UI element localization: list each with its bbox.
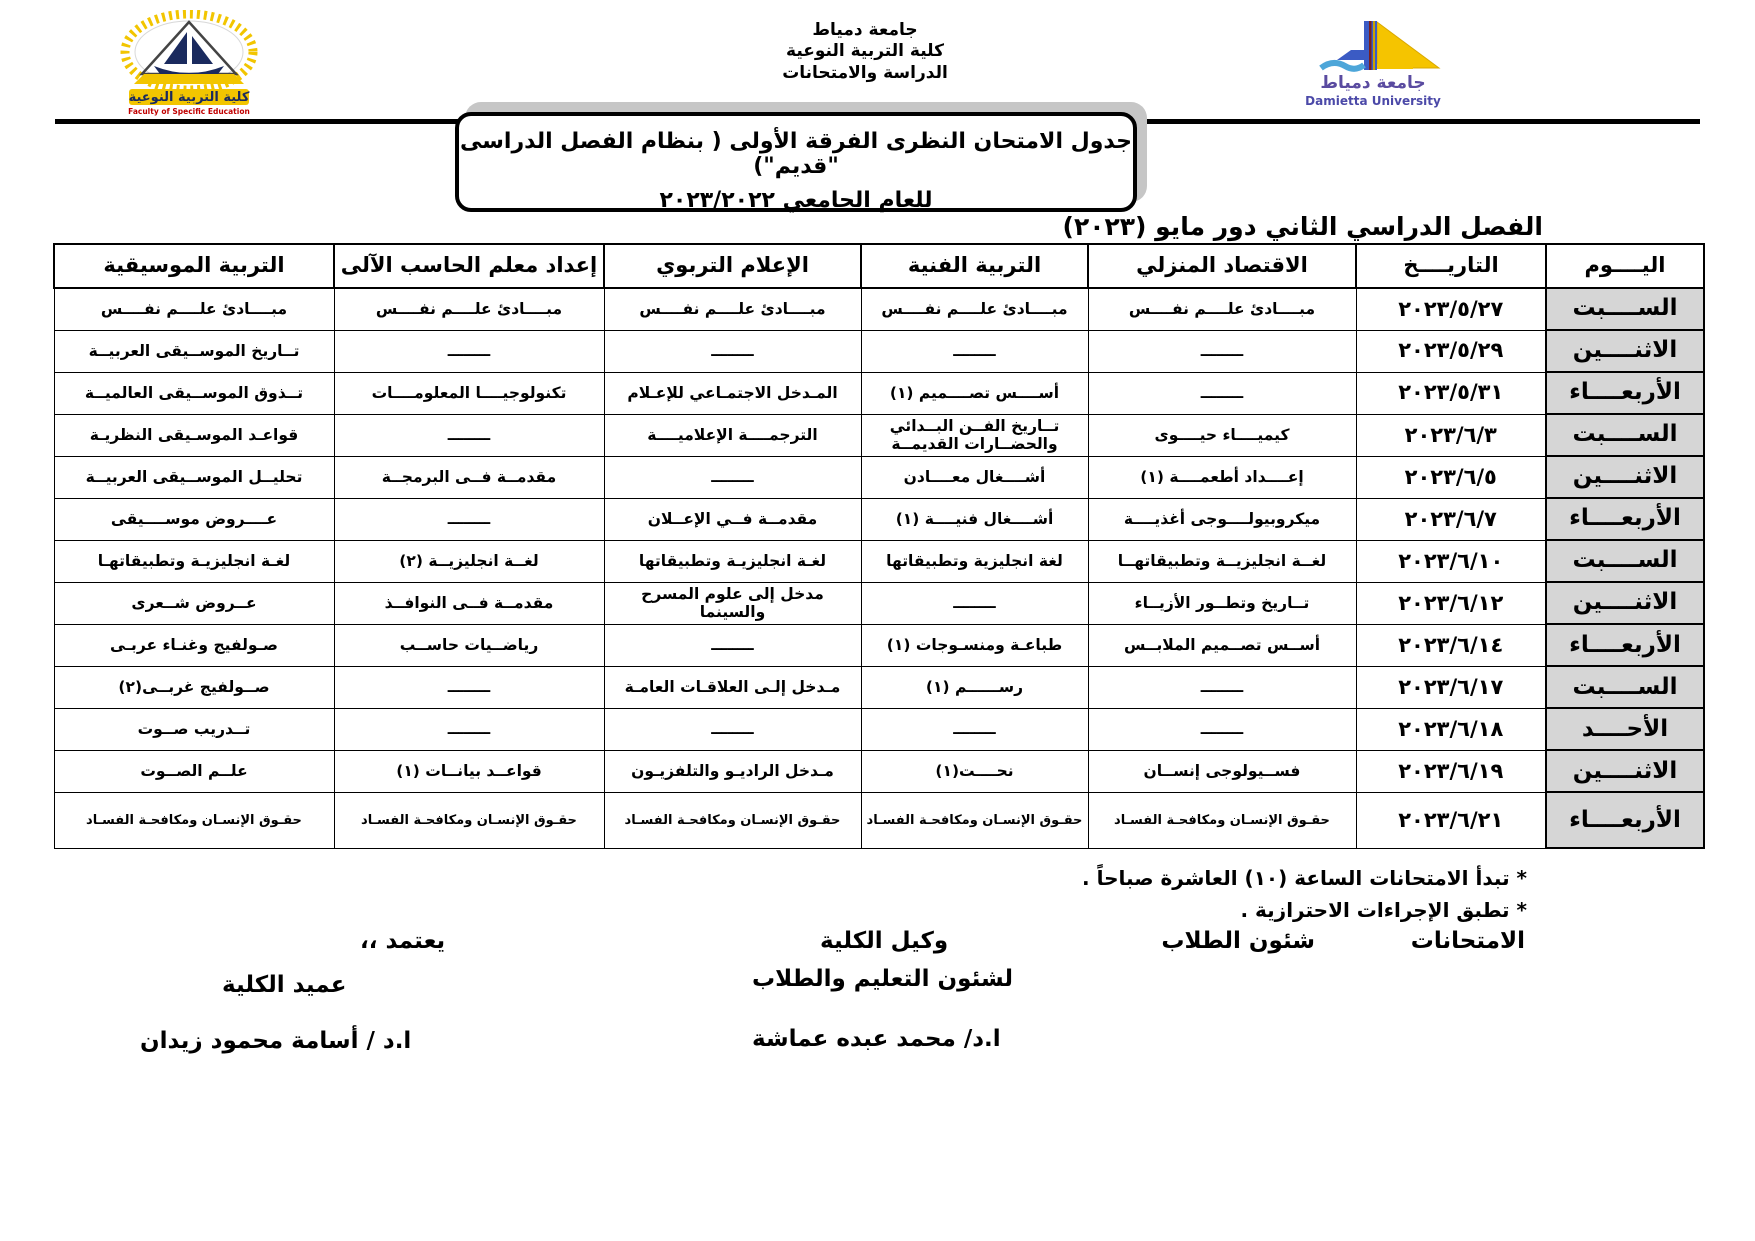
- day-cell: الأربعــــاء: [1546, 624, 1704, 666]
- subject-cell: أشــــغال معــــادن: [861, 456, 1088, 498]
- org-line-department: الدراسة والامتحانات: [782, 62, 948, 83]
- subject-cell: حقـوق الإنسـان ومكافحـة الفسـاد: [1088, 792, 1356, 848]
- subject-cell: فســيولوجى إنســان: [1088, 750, 1356, 792]
- subject-cell: لغـة انجليزيـة وتطبيقاتها: [604, 540, 861, 582]
- signature-student-affairs: شئون الطلاب: [1161, 928, 1315, 954]
- subject-cell: علــم الصــوت: [54, 750, 334, 792]
- subject-cell: مدخل إلى علوم المسرح والسينما: [604, 582, 861, 624]
- note-precautions: * تطبق الإجراءات الاحترازية .: [1240, 898, 1527, 922]
- subject-cell: ــــــــ: [604, 330, 861, 372]
- column-header-computer-teacher: إعداد معلم الحاسب الآلى: [334, 244, 604, 288]
- subject-cell: الترجمــــة الإعلاميــــة: [604, 414, 861, 456]
- subject-cell: مبــــادئ علــــم نفــــس: [1088, 288, 1356, 330]
- signature-exams-office: الامتحانات: [1410, 928, 1525, 954]
- table-row: [54, 330, 1704, 372]
- column-header-day: اليــــوم: [1546, 244, 1704, 288]
- subject-cell: مبــــادئ علــــم نفــــس: [334, 288, 604, 330]
- day-cell: الاثنــــين: [1546, 456, 1704, 498]
- subject-cell: صـولفيج وغنـاء عربـى: [54, 624, 334, 666]
- title-box: [455, 112, 1137, 212]
- subject-cell: مقدمــة فــى النوافــذ: [334, 582, 604, 624]
- org-line-university: جامعة دمياط: [812, 20, 918, 40]
- column-header-date: التاريــــخ: [1356, 244, 1546, 288]
- day-cell: الاثنــــين: [1546, 750, 1704, 792]
- subject-cell: مـدخل الراديـو والتلفزيـون: [604, 750, 861, 792]
- table-row: [54, 540, 1704, 582]
- university-logo: [1285, 16, 1453, 116]
- faculty-logo-english-caption: Faculty of Specific Education: [128, 107, 250, 116]
- table-row: [54, 456, 1704, 498]
- faculty-logo: [92, 10, 287, 122]
- table-row: [54, 750, 1704, 792]
- date-cell: ٢٠٢٣/٦/١٠: [1356, 540, 1546, 582]
- university-logo-english-caption: Damietta University: [1305, 94, 1441, 108]
- notes: [1082, 862, 1527, 926]
- subject-cell: أســس تصــميم الملابــس: [1088, 624, 1356, 666]
- subject-cell: لغــة انجليزيــة (٢): [334, 540, 604, 582]
- table-row: [54, 624, 1704, 666]
- faculty-emblem-icon: [92, 10, 287, 118]
- subject-cell: لغـة انجليزيـة وتطبيقاتهـا: [54, 540, 334, 582]
- subject-cell: قواعـد الموسـيقى النظريـة: [54, 414, 334, 456]
- university-logo-arabic-caption: جامعة دمياط: [1320, 73, 1426, 93]
- semester-line: الفصل الدراسي الثاني دور مايو (٢٠٢٣): [1062, 212, 1543, 241]
- subject-cell: تحليــل الموســيقى العربيــة: [54, 456, 334, 498]
- date-cell: ٢٠٢٣/٦/٧: [1356, 498, 1546, 540]
- subject-cell: مبــــادئ علــــم نفــــس: [54, 288, 334, 330]
- subject-cell: المـدخل الاجتمـاعي للإعـلام: [604, 372, 861, 414]
- subject-cell: مـدخل إلـى العلاقـات العامـة: [604, 666, 861, 708]
- subject-cell: عــــروض موســــيقى: [54, 498, 334, 540]
- column-header-educational-media: الإعلام التربوي: [604, 244, 861, 288]
- table-row: [54, 498, 1704, 540]
- subject-cell: ــــــــ: [334, 708, 604, 750]
- day-cell: الاثنــــين: [1546, 330, 1704, 372]
- table-header-row: [54, 244, 1704, 288]
- date-cell: ٢٠٢٣/٥/٢٧: [1356, 288, 1546, 330]
- day-cell: الأربعــــاء: [1546, 498, 1704, 540]
- day-cell: الســــبت: [1546, 288, 1704, 330]
- subject-cell: حقـوق الإنسـان ومكافحـة الفسـاد: [334, 792, 604, 848]
- university-emblem-icon: [1285, 16, 1453, 112]
- exam-table: [53, 243, 1705, 849]
- signature-vice-dean-title: وكيل الكلية: [820, 928, 949, 954]
- date-cell: ٢٠٢٣/٦/٣: [1356, 414, 1546, 456]
- subject-cell: طباعـة ومنسـوجات (١): [861, 624, 1088, 666]
- subject-cell: حقـوق الإنسـان ومكافحـة الفسـاد: [54, 792, 334, 848]
- table-row: [54, 372, 1704, 414]
- subject-cell: ــــــــ: [334, 666, 604, 708]
- subject-cell: ــــــــ: [861, 708, 1088, 750]
- subject-cell: تــاريخ الفــن البــدائي والحضــارات القديمــة: [861, 414, 1088, 456]
- day-cell: الســــبت: [1546, 666, 1704, 708]
- signature-vice-dean-dept: لشئون التعليم والطلاب: [752, 966, 1013, 992]
- faculty-logo-arabic-caption: كلية التربية النوعية: [128, 90, 250, 105]
- schedule-title: جدول الامتحان النظرى الفرقة الأولى ( بنظام الفصل الدراسى "قديم"): [460, 129, 1132, 179]
- subject-cell: ــــــــ: [1088, 330, 1356, 372]
- date-cell: ٢٠٢٣/٦/١٨: [1356, 708, 1546, 750]
- subject-cell: مبــــادئ علــــم نفــــس: [861, 288, 1088, 330]
- table-row: [54, 288, 1704, 330]
- subject-cell: إعــــداد أطعمــــة (١): [1088, 456, 1356, 498]
- subject-cell: مقدمــة فــي الإعــلان: [604, 498, 861, 540]
- day-cell: الســــبت: [1546, 414, 1704, 456]
- date-cell: ٢٠٢٣/٦/١٩: [1356, 750, 1546, 792]
- date-cell: ٢٠٢٣/٦/١٤: [1356, 624, 1546, 666]
- date-cell: ٢٠٢٣/٦/٥: [1356, 456, 1546, 498]
- subject-cell: تــدريب صــوت: [54, 708, 334, 750]
- day-cell: الســــبت: [1546, 540, 1704, 582]
- subject-cell: كيميــــاء حيــــوى: [1088, 414, 1356, 456]
- signature-approved-label: يعتمد ،،: [360, 928, 446, 954]
- date-cell: ٢٠٢٣/٥/٢٩: [1356, 330, 1546, 372]
- subject-cell: ــــــــ: [604, 456, 861, 498]
- date-cell: ٢٠٢٣/٥/٣١: [1356, 372, 1546, 414]
- subject-cell: ــــــــ: [861, 330, 1088, 372]
- day-cell: الأربعــــاء: [1546, 372, 1704, 414]
- signature-dean-title: عميد الكلية: [222, 972, 347, 998]
- subject-cell: حقـوق الإنسـان ومكافحـة الفسـاد: [604, 792, 861, 848]
- subject-cell: لغة انجليزية وتطبيقاتها: [861, 540, 1088, 582]
- subject-cell: تــذوق الموســيقى العالميــة: [54, 372, 334, 414]
- signature-vice-dean-name: ا.د/ محمد عبده عماشة: [752, 1026, 1001, 1052]
- subject-cell: أســــس تصــــميم (١): [861, 372, 1088, 414]
- academic-year: للعام الجامعي ٢٠٢٣/٢٠٢٢: [659, 188, 933, 213]
- subject-cell: رســــــم (١): [861, 666, 1088, 708]
- day-cell: الأربعــــاء: [1546, 792, 1704, 848]
- date-cell: ٢٠٢٣/٦/٢١: [1356, 792, 1546, 848]
- date-cell: ٢٠٢٣/٦/١٢: [1356, 582, 1546, 624]
- note-exam-time: * تبدأ الامتحانات الساعة (١٠) العاشرة صباحاً .: [1082, 866, 1527, 890]
- column-header-home-economics: الاقتصاد المنزلي: [1088, 244, 1356, 288]
- subject-cell: ــــــــ: [604, 708, 861, 750]
- subject-cell: مقدمــة فــى البرمجــة: [334, 456, 604, 498]
- subject-cell: قواعــد بيانــات (١): [334, 750, 604, 792]
- subject-cell: ــــــــ: [334, 498, 604, 540]
- org-header: [690, 20, 1040, 84]
- subject-cell: ــــــــ: [1088, 666, 1356, 708]
- subject-cell: تــاريخ الموســيقى العربيــة: [54, 330, 334, 372]
- column-header-music-education: التربية الموسيقية: [54, 244, 334, 288]
- subject-cell: أشــــغال فنيــــة (١): [861, 498, 1088, 540]
- org-line-faculty: كلية التربية النوعية: [786, 41, 944, 62]
- subject-cell: ــــــــ: [334, 414, 604, 456]
- subject-cell: صــولفيج غربــى(٢): [54, 666, 334, 708]
- table-row: [54, 582, 1704, 624]
- subject-cell: تكنولوجيــــا المعلومــــات: [334, 372, 604, 414]
- table-row: [54, 792, 1704, 848]
- subject-cell: تــاريخ وتطــور الأزيــاء: [1088, 582, 1356, 624]
- table-row: [54, 414, 1704, 456]
- signature-dean-name: ا.د / أسامة محمود زيدان: [140, 1028, 412, 1054]
- subject-cell: نحــــت(١): [861, 750, 1088, 792]
- subject-cell: ــــــــ: [1088, 372, 1356, 414]
- subject-cell: ــــــــ: [861, 582, 1088, 624]
- day-cell: الاثنــــين: [1546, 582, 1704, 624]
- subject-cell: ــــــــ: [604, 624, 861, 666]
- subject-cell: لغــة انجليزيــة وتطبيقاتهــا: [1088, 540, 1356, 582]
- subject-cell: عــروض شــعرى: [54, 582, 334, 624]
- column-header-art-education: التربية الفنية: [861, 244, 1088, 288]
- table-row: [54, 666, 1704, 708]
- subject-cell: ــــــــ: [334, 330, 604, 372]
- subject-cell: مبــــادئ علــــم نفــــس: [604, 288, 861, 330]
- subject-cell: رياضــيات حاســب: [334, 624, 604, 666]
- table-row: [54, 708, 1704, 750]
- subject-cell: ميكروبيولــــوجى أغذيــــة: [1088, 498, 1356, 540]
- date-cell: ٢٠٢٣/٦/١٧: [1356, 666, 1546, 708]
- subject-cell: ــــــــ: [1088, 708, 1356, 750]
- day-cell: الأحــــد: [1546, 708, 1704, 750]
- subject-cell: حقـوق الإنسـان ومكافحـة الفسـاد: [861, 792, 1088, 848]
